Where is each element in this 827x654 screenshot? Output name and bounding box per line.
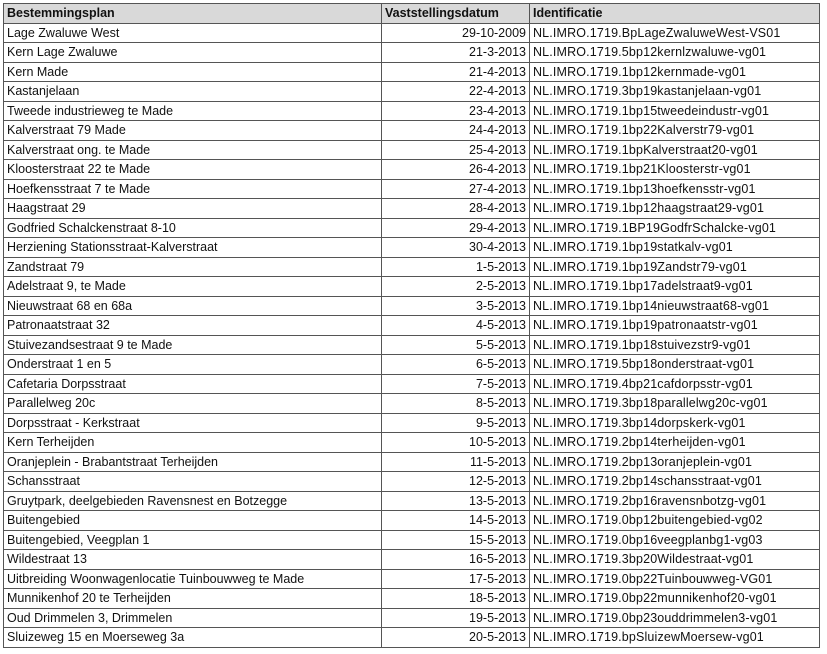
table-row [4, 472, 820, 492]
cell-vaststellingsdatum[interactable]: 1-5-2013 [382, 257, 530, 277]
cell-identificatie[interactable]: NL.IMRO.1719.1bp12haagstraat29-vg01 [530, 199, 820, 219]
table-row [4, 277, 820, 297]
cell-identificatie[interactable]: NL.IMRO.1719.1bp19patronaatstr-vg01 [530, 316, 820, 336]
cell-vaststellingsdatum[interactable]: 25-4-2013 [382, 140, 530, 160]
cell-identificatie[interactable]: NL.IMRO.1719.5bp18onderstraat-vg01 [530, 355, 820, 375]
cell-bestemmingsplan[interactable]: Munnikenhof 20 te Terheijden [4, 589, 382, 609]
cell-bestemmingsplan[interactable]: Sluizeweg 15 en Moerseweg 3a [4, 628, 382, 648]
cell-identificatie[interactable]: NL.IMRO.1719.0bp22munnikenhof20-vg01 [530, 589, 820, 609]
table-row [4, 160, 820, 180]
cell-vaststellingsdatum[interactable]: 21-3-2013 [382, 43, 530, 63]
cell-vaststellingsdatum[interactable]: 6-5-2013 [382, 355, 530, 375]
cell-vaststellingsdatum[interactable]: 11-5-2013 [382, 452, 530, 472]
table-row [4, 335, 820, 355]
table-row [4, 218, 820, 238]
table-row [4, 316, 820, 336]
column-header-vaststellingsdatum[interactable]: Vaststellingsdatum [382, 4, 530, 24]
cell-vaststellingsdatum[interactable]: 5-5-2013 [382, 335, 530, 355]
cell-bestemmingsplan[interactable]: Lage Zwaluwe West [4, 23, 382, 43]
cell-bestemmingsplan[interactable]: Kern Made [4, 62, 382, 82]
table-row [4, 23, 820, 43]
cell-identificatie[interactable]: NL.IMRO.1719.3bp19kastanjelaan-vg01 [530, 82, 820, 102]
cell-vaststellingsdatum[interactable]: 16-5-2013 [382, 550, 530, 570]
cell-identificatie[interactable]: NL.IMRO.1719.0bp23ouddrimmelen3-vg01 [530, 608, 820, 628]
cell-bestemmingsplan[interactable]: Wildestraat 13 [4, 550, 382, 570]
table-row [4, 62, 820, 82]
cell-bestemmingsplan[interactable]: Buitengebied, Veegplan 1 [4, 530, 382, 550]
cell-vaststellingsdatum[interactable]: 17-5-2013 [382, 569, 530, 589]
cell-identificatie[interactable]: NL.IMRO.1719.2bp14schansstraat-vg01 [530, 472, 820, 492]
table-row [4, 550, 820, 570]
cell-vaststellingsdatum[interactable]: 29-10-2009 [382, 23, 530, 43]
table-row [4, 355, 820, 375]
table-row [4, 179, 820, 199]
table-row [4, 140, 820, 160]
cell-identificatie[interactable]: NL.IMRO.1719.4bp21cafdorpsstr-vg01 [530, 374, 820, 394]
cell-vaststellingsdatum[interactable]: 21-4-2013 [382, 62, 530, 82]
cell-identificatie[interactable]: NL.IMRO.1719.1bp21Kloosterstr-vg01 [530, 160, 820, 180]
cell-vaststellingsdatum[interactable]: 13-5-2013 [382, 491, 530, 511]
cell-vaststellingsdatum[interactable]: 30-4-2013 [382, 238, 530, 258]
cell-vaststellingsdatum[interactable]: 18-5-2013 [382, 589, 530, 609]
cell-vaststellingsdatum[interactable]: 7-5-2013 [382, 374, 530, 394]
cell-bestemmingsplan[interactable]: Godfried Schalckenstraat 8-10 [4, 218, 382, 238]
cell-bestemmingsplan[interactable]: Patronaatstraat 32 [4, 316, 382, 336]
cell-bestemmingsplan[interactable]: Parallelweg 20c [4, 394, 382, 414]
cell-identificatie[interactable]: NL.IMRO.1719.bpSluizewMoersew-vg01 [530, 628, 820, 648]
cell-bestemmingsplan[interactable]: Cafetaria Dorpsstraat [4, 374, 382, 394]
cell-identificatie[interactable]: NL.IMRO.1719.3bp14dorpskerk-vg01 [530, 413, 820, 433]
cell-bestemmingsplan[interactable]: Kern Terheijden [4, 433, 382, 453]
table-row [4, 394, 820, 414]
table-row [4, 433, 820, 453]
cell-identificatie[interactable]: NL.IMRO.1719.1bpKalverstraat20-vg01 [530, 140, 820, 160]
table-row [4, 121, 820, 141]
table-row [4, 296, 820, 316]
cell-vaststellingsdatum[interactable]: 24-4-2013 [382, 121, 530, 141]
table-row [4, 452, 820, 472]
cell-bestemmingsplan[interactable]: Buitengebied [4, 511, 382, 531]
cell-vaststellingsdatum[interactable]: 3-5-2013 [382, 296, 530, 316]
cell-identificatie[interactable]: NL.IMRO.1719.0bp16veegplanbg1-vg03 [530, 530, 820, 550]
cell-vaststellingsdatum[interactable]: 27-4-2013 [382, 179, 530, 199]
cell-identificatie[interactable]: NL.IMRO.1719.1bp12kernmade-vg01 [530, 62, 820, 82]
cell-bestemmingsplan[interactable]: Kern Lage Zwaluwe [4, 43, 382, 63]
cell-bestemmingsplan[interactable]: Kalverstraat ong. te Made [4, 140, 382, 160]
cell-identificatie[interactable]: NL.IMRO.1719.0bp12buitengebied-vg02 [530, 511, 820, 531]
column-header-identificatie[interactable]: Identificatie [530, 4, 820, 24]
cell-bestemmingsplan[interactable]: Hoefkensstraat 7 te Made [4, 179, 382, 199]
table-row [4, 413, 820, 433]
cell-bestemmingsplan[interactable]: Kastanjelaan [4, 82, 382, 102]
cell-bestemmingsplan[interactable]: Haagstraat 29 [4, 199, 382, 219]
cell-vaststellingsdatum[interactable]: 15-5-2013 [382, 530, 530, 550]
cell-bestemmingsplan[interactable]: Tweede industrieweg te Made [4, 101, 382, 121]
cell-vaststellingsdatum[interactable]: 12-5-2013 [382, 472, 530, 492]
table-row [4, 374, 820, 394]
header-row [4, 4, 820, 24]
table-row [4, 82, 820, 102]
cell-vaststellingsdatum[interactable]: 28-4-2013 [382, 199, 530, 219]
cell-identificatie[interactable]: NL.IMRO.1719.3bp20Wildestraat-vg01 [530, 550, 820, 570]
cell-vaststellingsdatum[interactable]: 23-4-2013 [382, 101, 530, 121]
table-row [4, 589, 820, 609]
table-body [4, 23, 820, 647]
table-row [4, 530, 820, 550]
cell-vaststellingsdatum[interactable]: 29-4-2013 [382, 218, 530, 238]
cell-identificatie[interactable]: NL.IMRO.1719.1bp17adelstraat9-vg01 [530, 277, 820, 297]
cell-bestemmingsplan[interactable]: Dorpsstraat - Kerkstraat [4, 413, 382, 433]
cell-identificatie[interactable]: NL.IMRO.1719.1bp22Kalverstr79-vg01 [530, 121, 820, 141]
cell-bestemmingsplan[interactable]: Gruytpark, deelgebieden Ravensnest en Botzegge [4, 491, 382, 511]
cell-identificatie[interactable]: NL.IMRO.1719.0bp22Tuinbouwweg-VG01 [530, 569, 820, 589]
cell-bestemmingsplan[interactable]: Stuivezandsestraat 9 te Made [4, 335, 382, 355]
cell-vaststellingsdatum[interactable]: 8-5-2013 [382, 394, 530, 414]
cell-identificatie[interactable]: NL.IMRO.1719.1BP19GodfrSchalcke-vg01 [530, 218, 820, 238]
cell-identificatie[interactable]: NL.IMRO.1719.2bp14terheijden-vg01 [530, 433, 820, 453]
cell-identificatie[interactable]: NL.IMRO.1719.1bp18stuivezstr9-vg01 [530, 335, 820, 355]
table-row [4, 511, 820, 531]
cell-bestemmingsplan[interactable]: Schansstraat [4, 472, 382, 492]
table-row [4, 608, 820, 628]
cell-bestemmingsplan[interactable]: Kalverstraat 79 Made [4, 121, 382, 141]
cell-identificatie[interactable]: NL.IMRO.1719.1bp15tweedeindustr-vg01 [530, 101, 820, 121]
table-row [4, 628, 820, 648]
cell-identificatie[interactable]: NL.IMRO.1719.5bp12kernlzwaluwe-vg01 [530, 43, 820, 63]
table-row [4, 43, 820, 63]
cell-bestemmingsplan[interactable]: Herziening Stationsstraat-Kalverstraat [4, 238, 382, 258]
cell-vaststellingsdatum[interactable]: 22-4-2013 [382, 82, 530, 102]
cell-vaststellingsdatum[interactable]: 26-4-2013 [382, 160, 530, 180]
cell-bestemmingsplan[interactable]: Kloosterstraat 22 te Made [4, 160, 382, 180]
cell-identificatie[interactable]: NL.IMRO.1719.2bp13oranjeplein-vg01 [530, 452, 820, 472]
table-row [4, 491, 820, 511]
cell-identificatie[interactable]: NL.IMRO.1719.1bp19statkalv-vg01 [530, 238, 820, 258]
cell-identificatie[interactable]: NL.IMRO.1719.2bp16ravensnbotzg-vg01 [530, 491, 820, 511]
cell-vaststellingsdatum[interactable]: 10-5-2013 [382, 433, 530, 453]
cell-identificatie[interactable]: NL.IMRO.1719.1bp13hoefkensstr-vg01 [530, 179, 820, 199]
cell-bestemmingsplan[interactable]: Nieuwstraat 68 en 68a [4, 296, 382, 316]
table-row [4, 199, 820, 219]
cell-identificatie[interactable]: NL.IMRO.1719.1bp19Zandstr79-vg01 [530, 257, 820, 277]
cell-bestemmingsplan[interactable]: Oud Drimmelen 3, Drimmelen [4, 608, 382, 628]
cell-vaststellingsdatum[interactable]: 4-5-2013 [382, 316, 530, 336]
cell-bestemmingsplan[interactable]: Zandstraat 79 [4, 257, 382, 277]
cell-vaststellingsdatum[interactable]: 2-5-2013 [382, 277, 530, 297]
table-row [4, 569, 820, 589]
cell-identificatie[interactable]: NL.IMRO.1719.3bp18parallelwg20c-vg01 [530, 394, 820, 414]
table-row [4, 238, 820, 258]
cell-vaststellingsdatum[interactable]: 19-5-2013 [382, 608, 530, 628]
bestemmingsplannen-table [3, 3, 820, 648]
cell-bestemmingsplan[interactable]: Oranjeplein - Brabantstraat Terheijden [4, 452, 382, 472]
cell-identificatie[interactable]: NL.IMRO.1719.1bp14nieuwstraat68-vg01 [530, 296, 820, 316]
cell-identificatie[interactable]: NL.IMRO.1719.BpLageZwaluweWest-VS01 [530, 23, 820, 43]
cell-vaststellingsdatum[interactable]: 14-5-2013 [382, 511, 530, 531]
table-row [4, 257, 820, 277]
cell-bestemmingsplan[interactable]: Uitbreiding Woonwagenlocatie Tuinbouwweg te Made [4, 569, 382, 589]
table-row [4, 101, 820, 121]
column-header-bestemmingsplan[interactable]: Bestemmingsplan [4, 4, 382, 24]
cell-bestemmingsplan[interactable]: Adelstraat 9, te Made [4, 277, 382, 297]
cell-bestemmingsplan[interactable]: Onderstraat 1 en 5 [4, 355, 382, 375]
cell-vaststellingsdatum[interactable]: 9-5-2013 [382, 413, 530, 433]
cell-vaststellingsdatum[interactable]: 20-5-2013 [382, 628, 530, 648]
